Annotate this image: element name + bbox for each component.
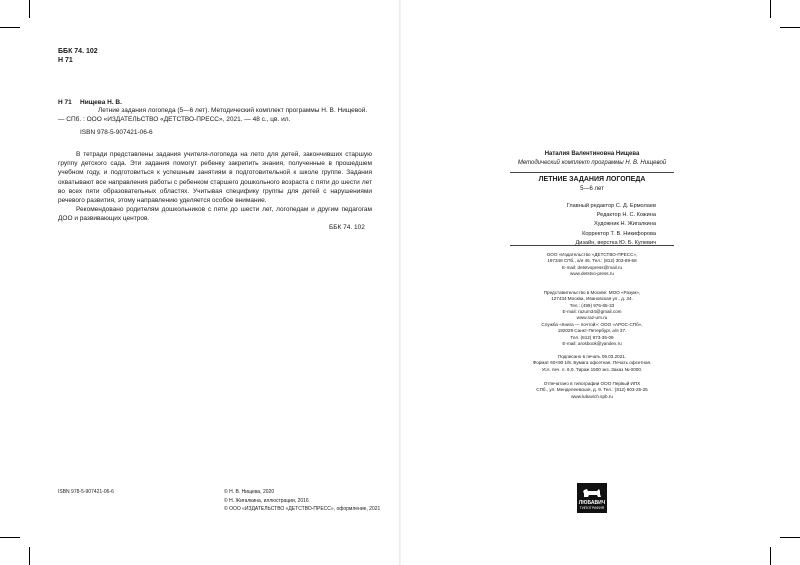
author-name: Наталия Валентиновна Нищева <box>544 151 640 157</box>
isbn: ISBN 978-5-907421-06-6 <box>80 129 153 136</box>
print-info-block <box>506 354 678 373</box>
copyright-line: © ООО «ИЗДАТЕЛЬСТВО «ДЕТСТВО-ПРЕСС», оформление, 2021 <box>224 506 381 512</box>
entry-code: Н 71 <box>58 99 72 106</box>
isbn-bottom: ISBN 978-5-907421-06-6 <box>58 489 114 495</box>
divider <box>510 172 674 173</box>
credit-line: Редактор Н. С. Кожина <box>596 212 656 219</box>
imprint-line: Усл. печ. л. 6,0. Тираж 1500 экз. Заказ № 0000. <box>541 366 643 372</box>
bbk-header <box>58 47 98 65</box>
crop-mark <box>770 0 771 18</box>
imprint-line: Тел.: (499) 976-65-33 <box>569 302 615 308</box>
imprint-line: Представительство в Москве: МОО «Разум», <box>543 290 641 295</box>
divider <box>510 245 674 246</box>
imprint-line: Служба «Книга — почтой»: ООО «АРОС-СПб», <box>541 322 643 327</box>
copyright-block <box>224 488 380 514</box>
credit-line: Художник Н. Жигалкина <box>594 221 656 228</box>
crop-mark <box>29 0 30 18</box>
imprint-line: 127434 Москва, Ивановская ул., д. 34. <box>551 296 633 302</box>
logo-name: ЛЮБАВИЧ <box>578 500 606 506</box>
imprint-line: www.detstvo-press.ru <box>570 270 614 276</box>
page-spine <box>399 0 401 565</box>
imprint-line: Отпечатано в типографии ООО Первый ИПХ <box>543 381 641 386</box>
imprint-line: 192029 Санкт-Петербург, а/я 37. <box>557 328 627 334</box>
crop-mark <box>29 547 30 565</box>
imprint-line: Формат 60×90 1/8. Бумага офсетная. Печать офсетная. <box>532 360 652 366</box>
author-mark: Н 71 <box>58 57 73 64</box>
crop-mark <box>0 27 20 28</box>
moscow-office-block <box>506 290 678 321</box>
printing-house-block <box>506 381 678 400</box>
crop-mark <box>770 547 771 565</box>
mail-service-block <box>506 322 678 347</box>
imprint-line: Тел. (812) 973-35-09 <box>570 334 614 340</box>
imprint-line: www.lubavich.spb.ru <box>571 393 613 399</box>
annotation <box>58 150 372 224</box>
publisher-block <box>506 252 678 277</box>
annotation-paragraph: Рекомендовано родителям дошкольников с пяти до шести лет, логопедам и другим педагогам ДОО и развивающих центров. <box>58 206 372 223</box>
imprint-line: СПб., ул. Менделеевская, д. 9. Тел.: (812) 603-25-25 <box>536 387 648 393</box>
crop-mark <box>780 537 800 538</box>
crop-mark <box>0 537 20 538</box>
credit-line: Дизайн, верстка Ю. Б. Кулевич <box>575 239 656 246</box>
imprint-line: E-mail: razum34@gmail.com <box>562 308 622 314</box>
credits-block <box>506 202 656 248</box>
credit-line: Корректор Т. В. Никифорова <box>582 230 656 237</box>
bbk-code: ББК 74. 102 <box>58 48 98 55</box>
series-title: Методический комплект программы Н. В. Нищевой <box>517 160 667 166</box>
imprint-line: 197348 СПб., а/я 45. Тел.: (812) 303-89-58 <box>547 258 637 264</box>
credit-line: Главный редактор С. Д. Ермолаев <box>566 203 656 209</box>
copyright-line: © Н. Жигалкина, иллюстрации, 2016 <box>224 497 309 504</box>
bbk-bottom: ББК 74. 102 <box>329 224 365 231</box>
copyright-line: © Н. В. Нищева, 2020 <box>224 489 275 495</box>
book-title: ЛЕТНИЕ ЗАДАНИЯ ЛОГОПЕДА <box>538 176 646 183</box>
imprint-line: E-mail: detstvopress@mail.ru <box>561 264 623 270</box>
crop-mark <box>780 27 800 28</box>
logo-subtitle: ТИПОГРАФИЯ <box>579 506 605 510</box>
imprint-line: E-mail: arosbook@yandex.ru <box>562 340 622 346</box>
imprint-line: ООО «Издательство «ДЕТСТВО-ПРЕСС», <box>546 252 638 257</box>
scottie-dog-icon <box>581 488 603 498</box>
annotation-paragraph: В тетради представлены задания учителя-логопеда на лето для детей, закончивших старшую группу детского сада. Эти задания помогут ребенку закрепить знания, полученные в прошедшем учебном году, и подготовиться к успешным занятиям в подготовительной к школе группе. Задания охватывают все направления работы с ребенком старшего дошкольного возраста с пяти до шести лет во всех пяти образовательных областях. Учитывая специфику группы для детей с нарушениями речевого развития, этому направлению уделяется особое внимание. <box>58 151 372 205</box>
imprint-line: www.raz-um.ru <box>576 315 608 321</box>
printing-house-logo <box>577 483 607 513</box>
entry-author: Нищева Н. В. <box>80 99 122 106</box>
book-age: 5—6 лет <box>580 186 604 192</box>
imprint-line: Подписано в печать 09.03.2021. <box>557 354 627 359</box>
entry-description: Летние задания логопеда (5—6 лет). Методический комплект программы Н. В. Нищевой. — СПб. : ООО «ИЗДАТЕЛЬСТВО «ДЕТСТВО-ПРЕСС», 2021. — 48 с., цв. ил. <box>58 107 368 123</box>
